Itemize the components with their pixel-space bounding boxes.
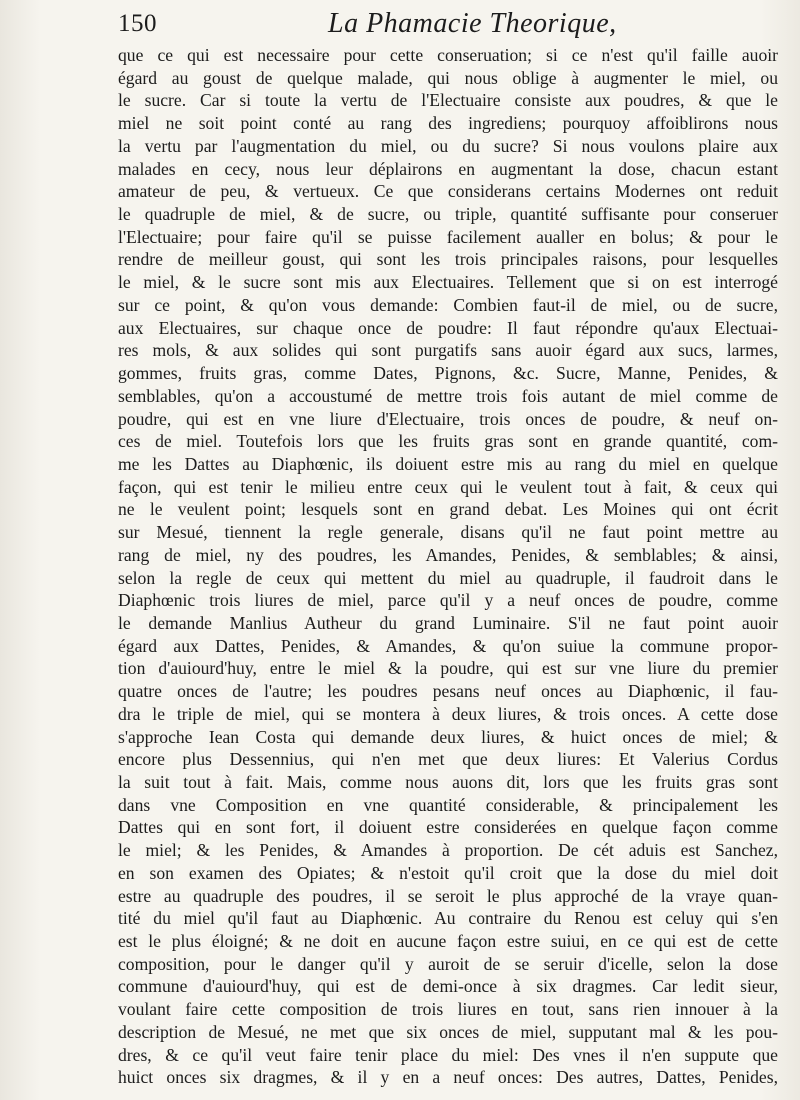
text-line: ces de miel. Toutefois lors que les fruits gras sont en grande quantité, com- [118,431,778,452]
text-line: Diaphœnic trois liures de miel, parce qu'il y a neuf onces de poudre, comme [118,590,778,611]
text-line: ne le veulent point; lesquels sont en grand debat. Les Moines qui ont écrit [118,499,778,520]
text-line: amateur de peu, & vertueux. Ce que considerans certains Modernes ont reduit [118,181,778,202]
text-line: rang de miel, ny des poudres, les Amandes, Penides, & semblables; & ainsi, [118,544,778,565]
body-text [118,44,778,1089]
text-line: la suit tout à fait. Mais, comme nous auons dit, lors que les fruits gras sont [118,772,778,792]
text-line: gommes, fruits gras, comme Dates, Pignons, &c. Sucre, Manne, Penides, & [118,363,778,384]
text-line: rendre de meilleur goust, qui sont les trois principales raisons, pour lesquelles [118,249,778,270]
running-title: La Phamacie Theorique, [328,8,617,39]
text-line: selon la regle de ceux qui mettent du miel au quadruple, il faudroit dans le [118,567,778,588]
page-number: 150 [118,10,157,37]
text-line: dra le triple de miel, qui se montera à deux liures, & trois onces. A cette dose [118,703,778,724]
text-line: miel ne soit point conté au rang des ingrediens; pourquoy affoiblirons nous [118,113,778,134]
text-line: sur Mesué, tiennent la regle generale, disans qu'il ne faut point mettre au [118,522,778,543]
text-line: que ce qui est necessaire pour cette conseruation; si ce n'est qu'il faille auoir [118,45,778,65]
text-line: estre au quadruple des poudres, il se seroit le plus approché de la vraye quan- [118,885,778,906]
text-line: encore plus Dessennius, qui n'en met que deux liures: Et Valerius Cordus [118,749,778,770]
text-line: voulant faire cette composition de trois liures en tout, sans rien innouer à la [118,999,778,1020]
text-line: tité du miel qu'il faut au Diaphœnic. Au contraire du Renou est celuy qui s'en [118,908,778,929]
text-line: huict onces six dragmes, & il y en a neuf onces: Des autres, Dattes, Penides, [118,1067,778,1088]
text-line: malades en cecy, nous leur déplairons en augmentant la dose, chacun estant [118,158,778,179]
text-line: poudre, qui est en vne liure d'Electuaire, trois onces de poudre, & neuf on- [118,408,778,429]
page-header [118,8,778,48]
text-line: commune d'auiourd'huy, qui est de demi-once à six dragmes. Car ledit sieur, [118,976,778,997]
text-line: dres, & ce qu'il veut faire tenir place du miel: Des vnes il n'en suppute que [118,1044,778,1065]
text-line: Dattes qui en sont fort, il doiuent estre considerées en quelque façon comme [118,817,778,838]
text-line: le miel, & le sucre sont mis aux Electuaires. Tellement que si on est interrogé [118,272,778,293]
text-line: description de Mesué, ne met que six onces de miel, supputant mal & les pou- [118,1021,778,1042]
text-line: res mols, & aux solides qui sont purgatifs sans auoir égard aux sucs, larmes, [118,340,778,361]
text-line: quatre onces de l'autre; les poudres pesans neuf onces au Diaphœnic, il fau- [118,681,778,702]
text-line: composition, pour le danger qu'il y auroit de se seruir d'icelle, selon la dose [118,953,778,974]
text-line: façon, qui est tenir le milieu entre ceux qui le veulent tout à fait, & ceux qui [118,476,778,497]
text-line: égard au goust de quelque malade, qui nous oblige à augmenter le miel, ou [118,67,778,88]
text-line: sur ce point, & qu'on vous demande: Combien faut-il de miel, ou de sucre, [118,294,778,315]
text-line: le sucre. Car si toute la vertu de l'Electuaire consiste aux poudres, & que le [118,90,778,111]
text-line: l'Electuaire; pour faire qu'il se puisse facilement aualler en bolus; & pour le [118,226,778,247]
text-line: semblables, qu'on a accoustumé de mettre trois fois autant de miel comme de [118,385,778,406]
text-line: est le plus éloigné; & ne doit en aucune façon estre suiui, en ce qui est de cette [118,931,778,952]
text-line: la vertu par l'augmentation du miel, ou du sucre? Si nous voulons plaire aux [118,135,778,156]
text-line: en son examen des Opiates; & n'estoit qu'il croit que la dose du miel doit [118,862,778,883]
text-line: aux Electuaires, sur chaque once de poudre: Il faut répondre qu'aux Electuai- [118,317,778,338]
text-line: me les Dattes au Diaphœnic, ils doiuent estre mis au rang du miel en quelque [118,453,778,474]
text-line: égard aux Dattes, Penides, & Amandes, & qu'on suiue la commune propor- [118,635,778,656]
text-line: le demande Manlius Autheur du grand Luminaire. S'il ne faut point auoir [118,612,778,633]
text-line: dans vne Composition en vne quantité considerable, & principalement les [118,794,778,815]
text-line: le miel; & les Penides, & Amandes à proportion. De cét aduis est Sanchez, [118,840,778,861]
text-line: s'approche Iean Costa qui demande deux liures, & huict onces de miel; & [118,726,778,747]
text-line: tion d'auiourd'huy, entre le miel & la poudre, qui est sur vne liure du premier [118,658,778,679]
text-line: le quadruple de miel, & de sucre, ou triple, quantité suffisante pour conseruer [118,204,778,225]
